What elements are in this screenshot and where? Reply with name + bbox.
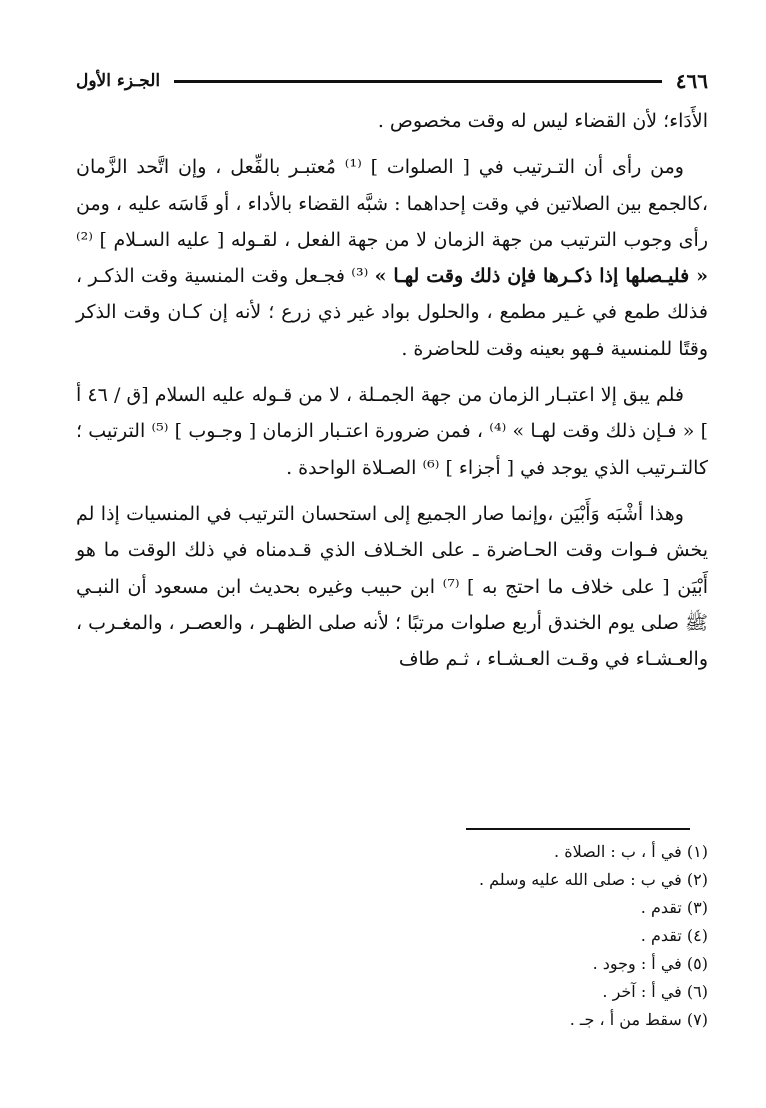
paragraph-2-part-a: ومن رأى أن التـرتيب في [ الصلوات ] ⁽¹⁾ مُعتبـر بالفِّعل ، وإن اتَّحد الزَّمان ،كالجمع بين الصلاتين في وقت إحداهما : شبَّه القضاء بالأداء ، أو قَاسَه عليه ، ومن رأى وجوب الترتيب من جهة الزمان لا من جهة الفعل ، لقـوله [ عليه السـلام ] ⁽²⁾ bbox=[76, 156, 708, 251]
header-rule bbox=[174, 80, 662, 83]
hadith-quote: « فليـصلها إذا ذكـرها فإن ذلك وقت لهـا » bbox=[374, 265, 708, 288]
footnotes bbox=[208, 838, 708, 1034]
paragraph-1: الأَدَاء؛ لأن القضاء ليس له وقت مخصوص . bbox=[377, 110, 708, 132]
paragraph-2-part-b: ⁽³⁾ فجـعل وقت المنسية وقت الذكـر ، فذلك طمع في غـير مطمع ، والحلول بواد غير ذي زرع ؛ لأنه إن كـان وقت الذكر وقتًا للمنسية فـهو بعينه وقت للحاضرة . bbox=[76, 265, 708, 360]
footnote-5: (٥) في أ : وجود . bbox=[592, 954, 708, 973]
part-title: الجـزء الأول bbox=[76, 71, 161, 91]
footnote-6: (٦) في أ : آخر . bbox=[602, 982, 708, 1001]
page-number: ٤٦٦ bbox=[675, 69, 708, 93]
footnote-7: (٧) سقط من أ ، جـ . bbox=[569, 1010, 708, 1029]
paragraph-2 bbox=[76, 149, 708, 367]
footnote-2: (٢) في ب : صلى الله عليه وسلم . bbox=[478, 870, 708, 889]
paragraph-3: فلم يبق إلا اعتبـار الزمان من جهة الجمـلة ، لا من قـوله عليه السلام [ق / ٤٦ أ ] « فـإن ذلك وقت لهـا » ⁽⁴⁾ ، فمن ضرورة اعتـبار الزمان [ وجـوب ] ⁽⁵⁾ الترتيب ؛ كالتـرتيب الذي يوجد في [ أجزاء ] ⁽⁶⁾ الصـلاة الواحدة . bbox=[76, 384, 709, 479]
page-header bbox=[76, 64, 708, 98]
footnote-1: (١) في أ ، ب : الصلاة . bbox=[554, 842, 708, 861]
main-text bbox=[76, 103, 708, 687]
footnote-3: (٣) تقدم . bbox=[640, 898, 708, 917]
paragraph-4: وهذا أشْبَه وَأَبْيَن ،وإنما صار الجميع إلى استحسان الترتيب في المنسيات إذا لم يخش فـوات وقت الحـاضرة ـ على الخـلاف الذي قـدمناه في ذلك الوقت ما هو أَبْيَن [ على خلاف ما احتج به ] ⁽⁷⁾ ابن حبيب وغيره بحديث ابن مسعود أن النبـي ﷺ صلى يوم الخندق أربع صلوات مرتبًا ؛ لأنه صلى الظهـر ، والعصـر ، والمغـرب ، والعـشـاء في وقـت العـشـاء ، ثـم طاف bbox=[76, 502, 708, 671]
footnote-4: (٤) تقدم . bbox=[640, 926, 708, 945]
footnote-separator bbox=[466, 828, 690, 830]
